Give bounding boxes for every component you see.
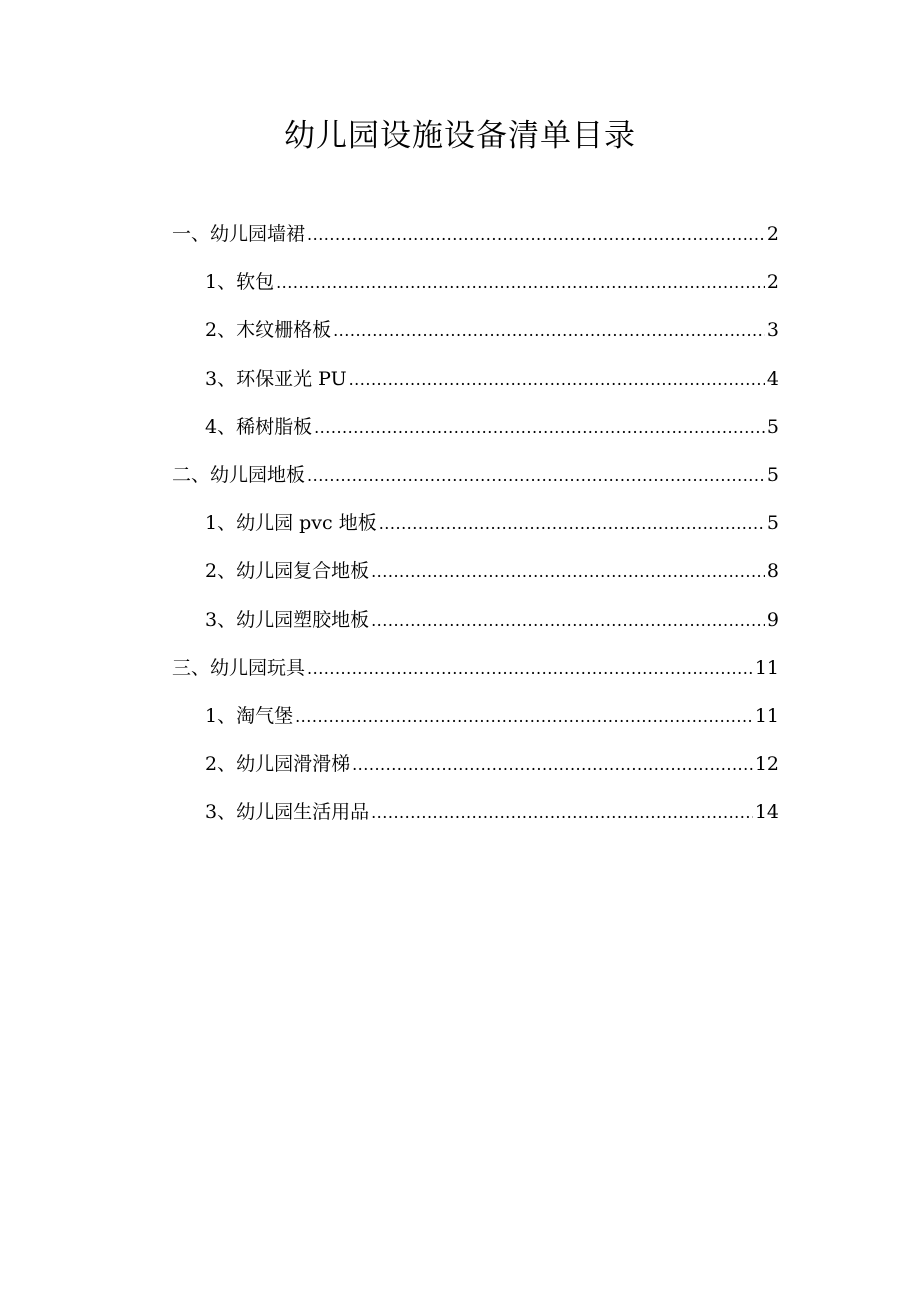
toc-entry-label: 1、淘气堡 — [205, 704, 294, 727]
toc-entry[interactable] — [172, 407, 779, 455]
toc-page-number: 9 — [766, 608, 779, 631]
toc-dot-leader — [371, 552, 765, 592]
toc-entry-label: 一、幼儿园墙裙 — [172, 223, 306, 245]
toc-entry-label: 2、幼儿园滑滑梯 — [205, 753, 351, 776]
toc-page-number: 2 — [766, 223, 779, 245]
toc-page-number: 11 — [754, 704, 779, 727]
toc-entry-label: 3、幼儿园塑胶地板 — [205, 608, 370, 631]
toc-entry[interactable] — [172, 503, 779, 551]
toc-entry[interactable] — [172, 648, 779, 696]
toc-entry[interactable] — [172, 600, 779, 648]
toc-page-number: 3 — [766, 319, 779, 342]
toc-page-number: 2 — [766, 271, 779, 294]
toc-entry-label: 三、幼儿园玩具 — [172, 656, 306, 679]
toc-dot-leader — [314, 408, 765, 448]
toc-entry[interactable] — [172, 744, 779, 792]
toc-entry[interactable] — [172, 551, 779, 599]
toc-entry-label: 二、幼儿园地板 — [172, 463, 306, 486]
toc-entry[interactable] — [172, 455, 779, 503]
toc-entry-label: 4、稀树脂板 — [205, 415, 313, 438]
toc-dot-leader — [307, 456, 765, 496]
toc-page-number: 11 — [754, 656, 779, 679]
toc-dot-leader — [379, 504, 765, 544]
toc-dot-leader — [276, 263, 765, 303]
toc-page-number: 12 — [754, 753, 779, 776]
toc-page-number: 5 — [766, 415, 779, 438]
toc-dot-leader — [371, 793, 753, 833]
table-of-contents — [172, 214, 779, 840]
toc-page-number: 5 — [766, 463, 779, 486]
toc-dot-leader — [307, 215, 765, 255]
toc-page-number: 14 — [754, 801, 779, 824]
toc-entry[interactable] — [172, 359, 779, 407]
toc-entry[interactable] — [172, 696, 779, 744]
toc-entry[interactable] — [172, 262, 779, 310]
document-title: 幼儿园设施设备清单目录 — [284, 118, 636, 154]
toc-entry-label: 1、软包 — [205, 271, 275, 294]
toc-page-number: 8 — [766, 560, 779, 583]
toc-entry[interactable] — [172, 792, 779, 840]
toc-entry[interactable] — [172, 214, 779, 262]
toc-dot-leader — [349, 360, 765, 400]
toc-page-number: 5 — [766, 512, 779, 535]
toc-entry-label: 1、幼儿园 pvc 地板 — [205, 512, 377, 535]
toc-entry-label: 2、木纹栅格板 — [205, 319, 332, 342]
toc-entry-label: 3、幼儿园生活用品 — [205, 801, 370, 824]
toc-dot-leader — [371, 601, 765, 641]
toc-entry-label: 3、环保亚光 PU — [205, 367, 347, 390]
toc-dot-leader — [352, 745, 753, 785]
toc-dot-leader — [307, 649, 753, 689]
toc-entry-label: 2、幼儿园复合地板 — [205, 560, 370, 583]
toc-page-number: 4 — [766, 367, 779, 390]
toc-dot-leader — [295, 697, 753, 737]
toc-entry[interactable] — [172, 310, 779, 358]
toc-dot-leader — [333, 311, 765, 351]
